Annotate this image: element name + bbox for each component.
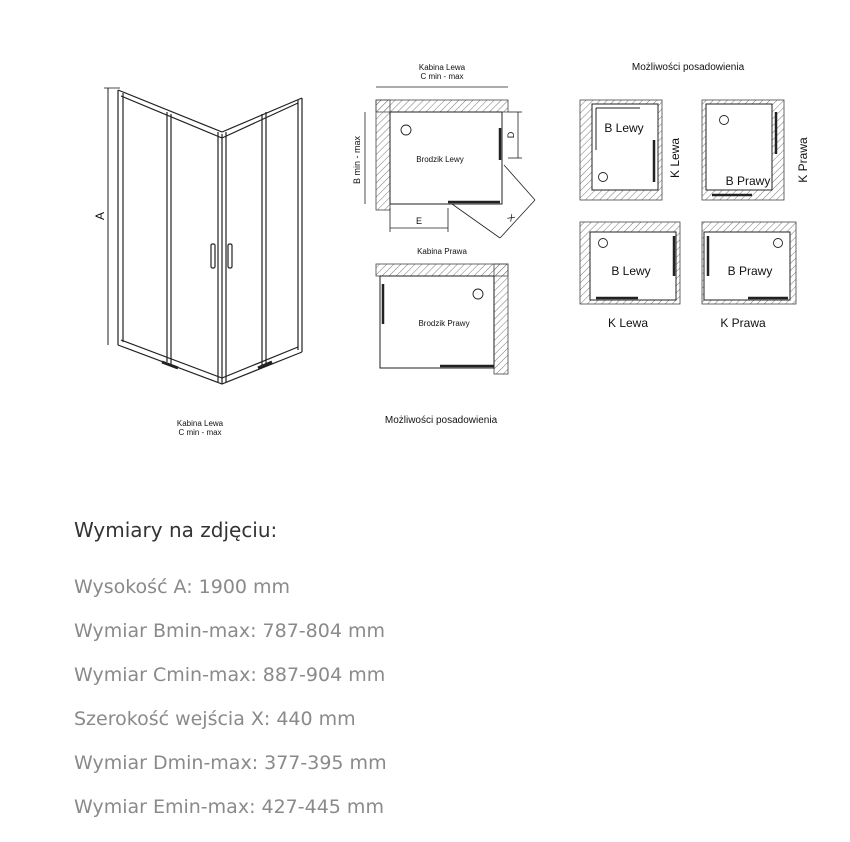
- cabin-drawing: [104, 88, 302, 384]
- spec-height-a: Wysokość A: 1900 mm: [74, 576, 291, 598]
- plan-left: [365, 63, 535, 238]
- plan-left-title-line2: C min - max: [420, 72, 464, 81]
- option-top-right-tray: B Prawy: [725, 174, 771, 188]
- spec-dim-b: Wymiar Bmin-max: 787-804 mm: [74, 620, 385, 642]
- right-handle-icon: [228, 244, 232, 268]
- option-top-left-tray: B Lewy: [604, 121, 644, 135]
- option-top-left: [580, 100, 662, 200]
- left-handle-icon: [211, 244, 215, 268]
- plan-left-e-label: E: [415, 216, 423, 226]
- option-bottom-right: [702, 222, 796, 304]
- plan-right: [376, 247, 508, 374]
- specs-list: [74, 570, 387, 834]
- option-bottom-left-tray: B Lewy: [611, 264, 651, 278]
- dim-a-label: A: [93, 211, 107, 221]
- options-title: Możliwości posadowienia: [631, 62, 745, 73]
- option-top-left-cabin: K Lewa: [668, 137, 682, 179]
- spec-dim-c: Wymiar Cmin-max: 887-904 mm: [74, 664, 386, 686]
- plan-right-title: Kabina Prawa: [417, 247, 467, 256]
- option-bottom-left-cabin: K Lewa: [607, 316, 649, 330]
- specs-title: Wymiary na zdjęciu:: [74, 518, 278, 542]
- plan-left-tray-label: Brodzik Lewy: [416, 155, 464, 164]
- option-bottom-right-cabin: K Prawa: [720, 316, 766, 330]
- option-bottom-right-tray: B Prawy: [727, 264, 773, 278]
- cabin-caption-line2: C min - max: [178, 428, 222, 437]
- spec-dim-e: Wymiar Emin-max: 427-445 mm: [74, 796, 384, 818]
- plan-left-d-label: D: [506, 131, 516, 139]
- spec-dim-d: Wymiar Dmin-max: 377-395 mm: [74, 752, 387, 774]
- spec-entry-width-x: Szerokość wejścia X: 440 mm: [74, 708, 356, 730]
- plan-right-tray-label: Brodzik Prawy: [418, 319, 470, 328]
- option-bottom-left: [580, 222, 680, 304]
- plan-left-b-label: B min - max: [352, 135, 362, 185]
- plan-left-x-label: X: [505, 212, 517, 224]
- plans-caption: Możliwości posadowienia: [384, 415, 498, 426]
- cabin-caption-line1: Kabina Lewa: [176, 419, 224, 428]
- plan-left-title-line1: Kabina Lewa: [418, 63, 466, 72]
- option-top-right-cabin: K Prawa: [796, 137, 810, 183]
